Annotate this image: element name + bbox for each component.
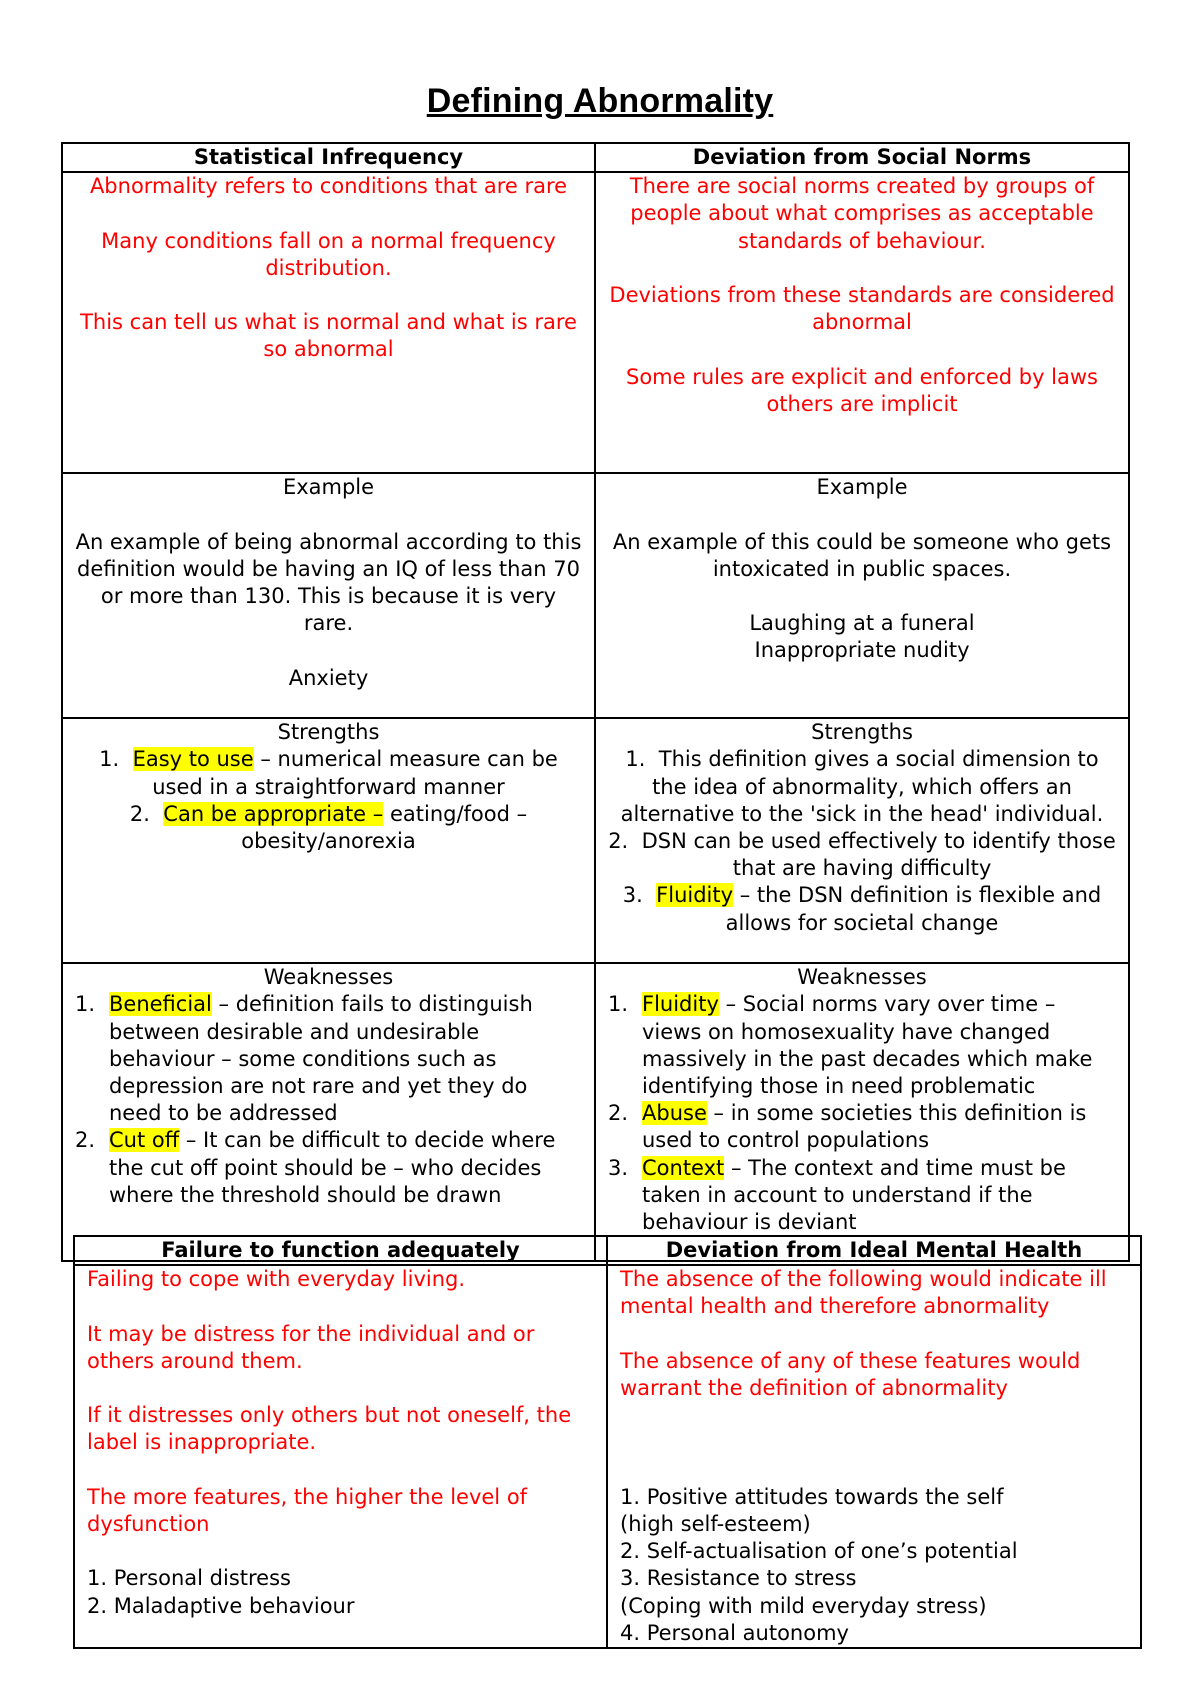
item-keyword: Beneficial [109,992,212,1017]
feature-item: 1. Personal distress [87,1566,291,1591]
item-keyword: Context [642,1155,725,1180]
def-para: Abnormality refers to conditions that are rare [89,174,568,199]
item-text: – Social norms vary over time – views on homosexuality have changed massively in the past decades which make identifying those in need problematic [642,992,1093,1099]
def-para: Some rules are explicit and enforced by laws others are implicit [626,364,1098,416]
example-heading: Example [816,475,908,500]
definition-para: The more features, the higher the level of dysfunction [87,1484,528,1536]
ideal-mental-health-body [607,1265,1141,1648]
item-text: eating/food – obesity/anorexia [241,801,528,854]
strengths-statistical [62,718,595,963]
weakness-item [608,1155,1116,1237]
definitions-table-top [61,142,1130,1262]
item-text: – the DSN definition is flexible and allows for societal change [725,883,1102,935]
def-para: Deviations from these standards are considered abnormal [609,283,1115,335]
item-text: – in some societies this definition is used to control populations [642,1101,1087,1153]
item-keyword: Easy to use [132,747,254,772]
item-number: 3. [622,883,643,908]
weaknesses-statistical [62,963,595,1261]
item-text: – The context and time must be taken in account to understand if the behaviour is deviant [642,1155,1066,1235]
item-number: 1. [625,747,646,772]
item-text: DSN can be used effectively to identify those that are having difficulty [641,829,1116,881]
header-ideal-mental-health: Deviation from Ideal Mental Health [607,1236,1141,1265]
item-number: 2. [75,1128,96,1153]
item-number: 1. [99,747,120,772]
example-text: Laughing at a funeral [749,611,975,636]
feature-item: 2. Self-actualisation of one’s potential [620,1539,1018,1564]
definition-social-norms [595,172,1129,473]
item-number: 1. [608,992,629,1017]
item-keyword: Abuse [642,1101,707,1126]
def-para: This can tell us what is normal and what is rare so abnormal [80,310,577,362]
item-keyword: Fluidity [642,992,719,1017]
item-text: This definition gives a social dimension to the idea of abnormality, which offers an alternative to the 'sick in the head' individual. [620,747,1104,826]
example-statistical [62,473,595,718]
strength-item [608,746,1116,828]
item-number: 1. [75,992,96,1017]
weakness-item [608,991,1116,1100]
definition-para: The absence of the following would indicate ill mental health and therefore abnormality [620,1267,1107,1319]
feature-item: (Coping with mild everyday stress) [620,1593,987,1618]
def-para: There are social norms created by groups of people about what comprises as acceptable standards of behaviour. [629,174,1095,253]
strengths-social-norms [595,718,1129,963]
definition-para: It may be distress for the individual and or others around them. [87,1321,535,1373]
item-text: – definition fails to distinguish between desirable and undesirable behaviour – some conditions such as depression are not rare and yet they do need to be addressed [109,992,533,1126]
item-keyword: Fluidity [656,883,734,908]
feature-item: (high self-esteem) [620,1511,811,1536]
feature-item: 4. Personal autonomy [620,1620,849,1645]
example-heading: Example [282,475,375,500]
item-text: – It can be difficult to decide where the cut off point should be – who decides where the threshold should be drawn [109,1128,556,1207]
weaknesses-heading: Weaknesses [797,965,927,990]
example-social-norms [595,473,1129,718]
strength-item [608,828,1116,882]
definition-para: Failing to cope with everyday living. [87,1267,466,1292]
example-text: Anxiety [288,665,369,690]
definition-statistical [62,172,595,473]
feature-item: 2. Maladaptive behaviour [87,1593,355,1618]
example-text: An example of this could be someone who gets intoxicated in public spaces. [612,529,1112,581]
item-number: 2. [608,1101,629,1126]
page-title: Defining Abnormality [426,82,774,120]
failure-to-function-body [74,1265,607,1648]
feature-item: 1. Positive attitudes towards the self [620,1484,1004,1509]
example-text: Inappropriate nudity [754,638,970,663]
item-text: – numerical measure can be used in a straightforward manner [152,747,558,799]
item-keyword: Cut off [109,1128,180,1153]
weakness-item [75,991,582,1127]
strengths-heading: Strengths [277,720,380,745]
definition-para: If it distresses only others but not oneself, the label is inappropriate. [87,1403,572,1455]
item-number: 3. [608,1155,629,1180]
strength-item [75,746,582,800]
item-number: 2. [608,829,629,854]
feature-item: 3. Resistance to stress [620,1566,857,1591]
header-statistical-infrequency: Statistical Infrequency [62,143,595,172]
definition-para: The absence of any of these features would warrant the definition of abnormality [620,1348,1081,1400]
weakness-item [75,1127,582,1209]
weaknesses-heading: Weaknesses [263,965,394,990]
header-failure-to-function: Failure to function adequately [74,1236,607,1265]
definitions-table-bottom [73,1235,1142,1649]
strength-item [608,882,1116,936]
weaknesses-social-norms [595,963,1129,1261]
item-number: 2. [129,801,150,826]
strength-item [75,801,582,855]
item-keyword: Can be appropriate – [163,801,384,826]
strengths-heading: Strengths [811,720,913,745]
weakness-item [608,1100,1116,1154]
def-para: Many conditions fall on a normal frequency distribution. [101,228,556,280]
header-deviation-social-norms: Deviation from Social Norms [595,143,1129,172]
example-text: An example of being abnormal according to this definition would be having an IQ of less than 70 or more than 130. This is because it is very rare. [75,529,582,636]
